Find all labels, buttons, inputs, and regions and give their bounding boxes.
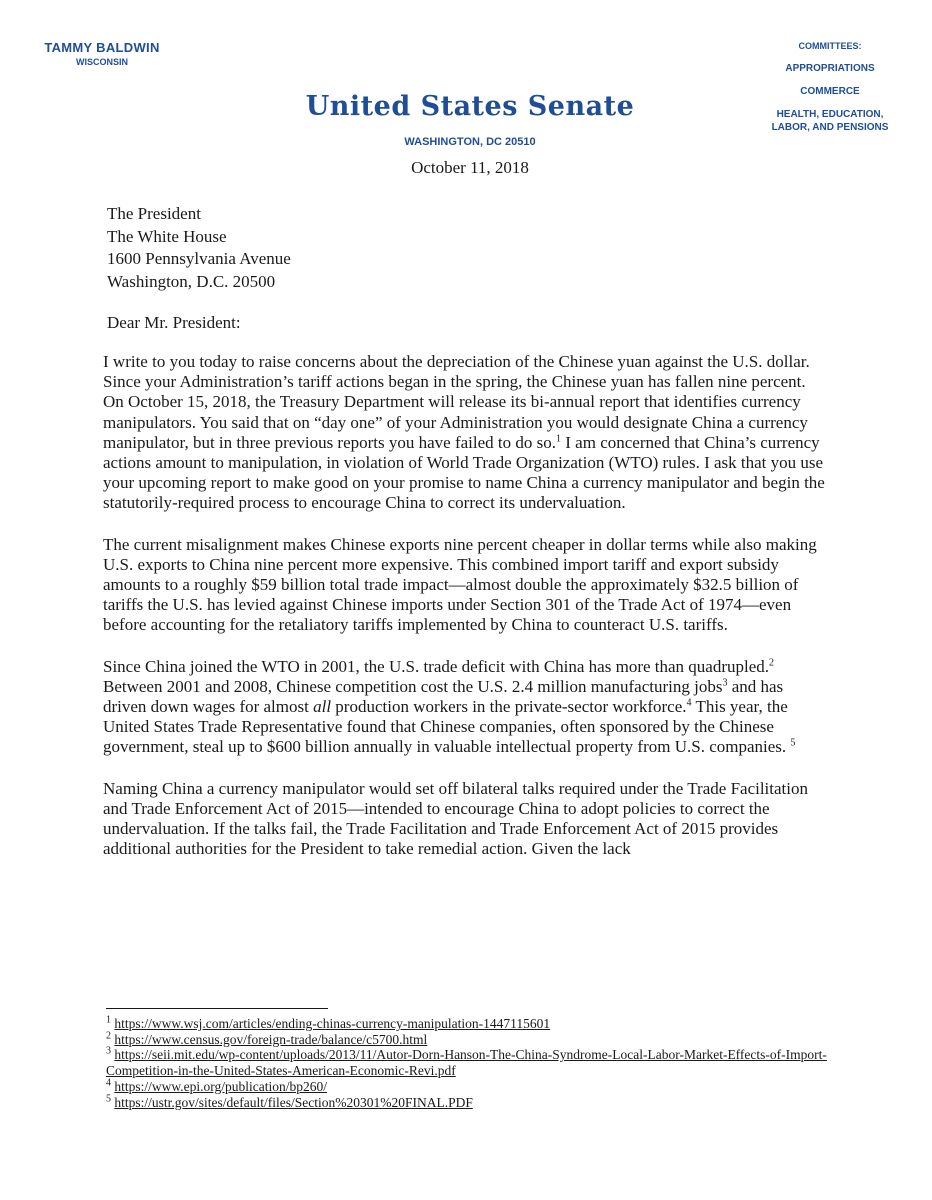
- footnote-ref-2: 2: [769, 656, 775, 668]
- footnote-ref-1: 1: [556, 433, 562, 445]
- paragraph-3-text-d: production workers in the private-sector workforce.: [331, 697, 687, 717]
- committee-help-line1: HEALTH, EDUCATION,: [776, 109, 884, 120]
- footnote-link[interactable]: https://seii.mit.edu/wp-content/uploads/2013/11/Autor-Dorn-Hanson-The-China-Syndrome-Local-Labor-Market-Effects-of-Import-Competition-in-the-United-States-American-Economic-Revi.pdf: [106, 1047, 827, 1079]
- recipient-line: 1600 Pennsylvania Avenue: [107, 249, 291, 268]
- footnote-ref-3: 3: [722, 677, 728, 689]
- footnotes: [106, 1016, 866, 1110]
- paragraph-1-text-b: I am concerned that China’s currency actions amount to manipulation, in violation of World Trade Organization (WTO) rules. I ask that you use your upcoming report to make good on your promise to name China a currency manipulator and begin the statutorily-required process to encourage China to correct its undervaluation.: [103, 432, 825, 513]
- footnote-divider: [106, 1008, 328, 1009]
- paragraph-3-text-a: Since China joined the WTO in 2001, the U.S. trade deficit with China has more than quadrupled.: [103, 656, 770, 676]
- paragraph-2: The current misalignment makes Chinese exports nine percent cheaper in dollar terms while also making U.S. exports to China nine percent more expensive. This combined import tariff and export subsidy amounts to a roughly $59 billion total trade impact—almost double the approximately $32.5 billion of tariffs the U.S. has levied against Chinese imports under Section 301 of the Trade Act of 1974—even before accounting for the retaliatory tariffs implemented by China to counteract U.S. tariffs.: [103, 534, 817, 635]
- footnote-4: [106, 1079, 866, 1095]
- paragraph-3: [103, 657, 828, 758]
- footnote-link[interactable]: https://ustr.gov/sites/default/files/Section%20301%20FINAL.PDF: [114, 1094, 473, 1110]
- paragraph-1: [103, 352, 828, 514]
- footnote-link[interactable]: https://www.epi.org/publication/bp260/: [114, 1078, 327, 1094]
- paragraph-3-text-c: and has driven down wages for almost: [103, 676, 784, 717]
- recipient-address: [107, 203, 291, 293]
- footnote-link[interactable]: https://www.wsj.com/articles/ending-chinas-currency-manipulation-1447115601: [114, 1016, 551, 1031]
- paragraph-4: Naming China a currency manipulator would set off bilateral talks required under the Trade Facilitation and Trade Enforcement Act of 2015—intended to encourage China to adopt policies to correct the undervaluation. If the talks fail, the Trade Facilitation and Trade Enforcement Act of 2015 provides additional authorities for the President to take remedial action. Given the lack: [103, 778, 808, 859]
- footnote-ref-4: 4: [686, 697, 692, 709]
- sender-state: WISCONSIN: [75, 57, 128, 67]
- recipient-line: Washington, D.C. 20500: [107, 271, 276, 291]
- committees-heading: COMMITTEES:: [798, 41, 862, 51]
- paragraph-3-text-b: Between 2001 and 2008, Chinese competition cost the U.S. 2.4 million manufacturing jobs: [103, 676, 723, 696]
- sender-block: [22, 40, 182, 67]
- senate-title: United States Senate: [305, 91, 635, 122]
- footnote-number: 5: [106, 1093, 111, 1105]
- recipient-line: The White House: [107, 226, 227, 246]
- footnote-number: 2: [106, 1030, 111, 1042]
- footnote-5: [106, 1095, 866, 1111]
- paragraph-3-emphasis: all: [313, 697, 332, 717]
- salutation: Dear Mr. President:: [107, 313, 241, 332]
- committee-appropriations: APPROPRIATIONS: [785, 63, 875, 74]
- committee-help-line2: LABOR, AND PENSIONS: [771, 122, 889, 133]
- footnote-number: 1: [106, 1014, 111, 1026]
- paragraph-3-text-e: This year, the United States Trade Representative found that Chinese companies, often sponsored by the Chinese government, steal up to $600 billion annually in valuable intellectual property from U.S. companies.: [103, 697, 791, 757]
- footnote-2: [106, 1032, 866, 1048]
- committee-commerce: COMMERCE: [800, 86, 860, 97]
- footnote-number: 3: [106, 1045, 111, 1057]
- senate-address: WASHINGTON, DC 20510: [404, 136, 536, 148]
- footnote-number: 4: [106, 1077, 111, 1089]
- paragraph-1-text-a: I write to you today to raise concerns about the depreciation of the Chinese yuan against the U.S. dollar. Since your Administration’s tariff actions began in the spring, the Chinese yuan has fallen nine percent. On October 15, 2018, the Treasury Department will release its bi-annual report that identifies currency manipulators. You said that on “day one” of your Administration you would designate China a currency manipulator, but in three previous reports you have failed to do so.: [103, 352, 810, 452]
- sender-name: TAMMY BALDWIN: [44, 40, 160, 55]
- footnote-1: [106, 1016, 866, 1032]
- footnote-link[interactable]: https://www.census.gov/foreign-trade/balance/c5700.html: [114, 1031, 428, 1047]
- committees-block: [740, 40, 920, 134]
- recipient-line: The President: [107, 204, 201, 223]
- footnote-ref-5: 5: [790, 737, 796, 749]
- letter-body: [103, 352, 828, 880]
- letter-date: October 11, 2018: [411, 158, 529, 177]
- footnote-3: [106, 1047, 866, 1078]
